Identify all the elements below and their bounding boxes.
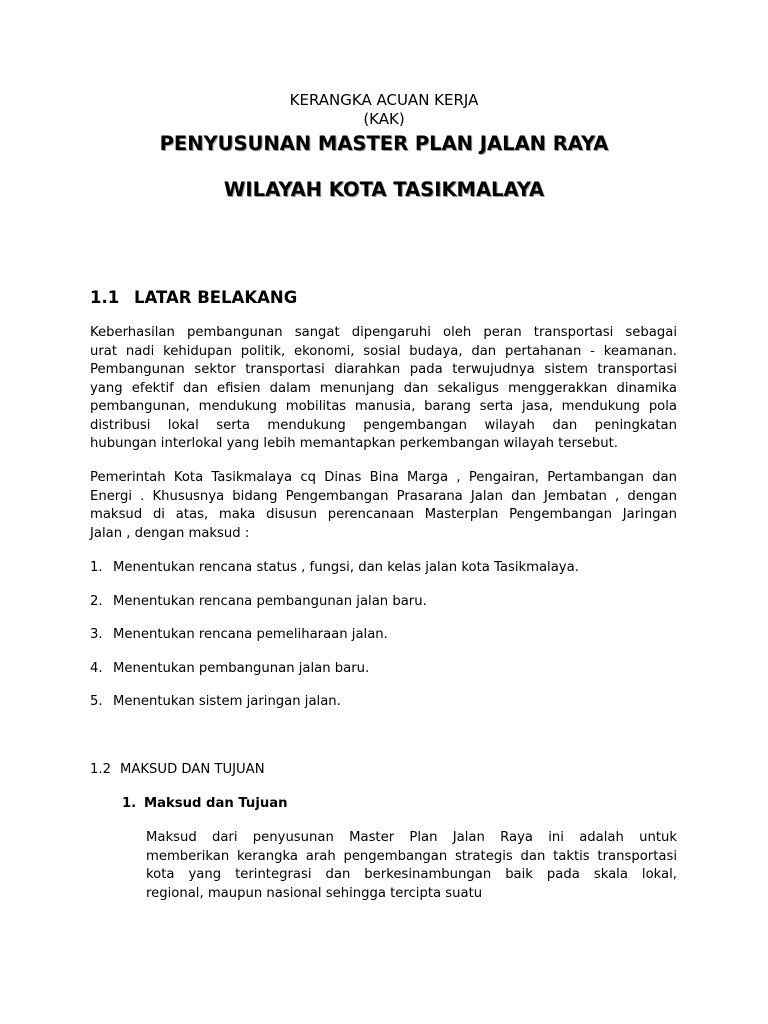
list-item-text: Menentukan rencana pemeliharaan jalan.	[113, 627, 388, 642]
paragraph-line: distribusi lokal serta mendukung pengembangan wilayah dan peningkatan	[90, 417, 677, 433]
paragraph-line: kota yang terintegrasi dan berkesinambungan baik pada skala lokal,	[146, 867, 677, 882]
list-item-text: Menentukan rencana status , fungsi, dan kelas jalan kota Tasikmalaya.	[113, 560, 579, 575]
paragraph-line: Maksud dari penyusunan Master Plan Jalan Raya ini adalah untuk	[146, 830, 677, 845]
doc-header-line2: (KAK)	[363, 110, 405, 128]
list-item-number: 2.	[90, 594, 103, 609]
paragraph-line: Energi . Khususnya bidang Pengembangan Prasarana Jalan dan Jembatan , dengan	[90, 488, 677, 504]
paragraph-line: pembangunan, mendukung mobilitas manusia, barang serta jasa, mendukung pola	[90, 399, 677, 414]
subsection-heading	[122, 795, 288, 813]
list-item-number: 4.	[90, 661, 103, 676]
doc-header-line1: KERANGKA ACUAN KERJA	[289, 91, 479, 109]
list-item	[90, 660, 369, 678]
list-item-text: Menentukan sistem jaringan jalan.	[113, 694, 341, 709]
subsection-title: Maksud dan Tujuan	[144, 796, 288, 811]
paragraph-maksud-tujuan	[146, 829, 677, 903]
section-heading-1-1	[90, 288, 297, 308]
paragraph-line: maksud di atas, maka disusun perencanaan Masterplan Pengembangan Jaringan	[90, 507, 677, 522]
list-item	[90, 559, 579, 577]
list-item-number: 3.	[90, 627, 103, 642]
paragraph-line: yang efektif dan efisien dalam menunjang dan sekaligus menggerakkan dinamika	[90, 380, 677, 396]
paragraph-line: regional, maupun nasional sehingga tercipta suatu	[146, 885, 483, 901]
paragraph-line: hubungan interlokal yang lebih memantapkan perkembangan wilayah tersebut.	[90, 436, 618, 451]
section-number: 1.1	[90, 288, 120, 307]
list-item-number: 5.	[90, 694, 103, 709]
paragraph-line: Keberhasilan pembangunan sangat dipengaruhi oleh peran transportasi sebagai	[90, 325, 677, 340]
list-item	[90, 693, 341, 711]
paragraph-line: urat nadi kehidupan politik, ekonomi, sosial budaya, dan pertahanan - keamanan.	[90, 343, 677, 359]
section-title: MAKSUD DAN TUJUAN	[120, 762, 265, 777]
doc-title-line2: WILAYAH KOTA TASIKMALAYA	[223, 178, 545, 201]
paragraph-line: Pemerintah Kota Tasikmalaya cq Dinas Bina Marga , Pengairan, Pertambangan dan	[90, 470, 677, 485]
doc-title-line1: PENYUSUNAN MASTER PLAN JALAN RAYA	[159, 132, 609, 155]
section-title: LATAR BELAKANG	[134, 288, 298, 307]
paragraph-line: Pembangunan sektor transportasi diarahkan pada terwujudnya sistem transportasi	[90, 362, 677, 377]
list-item	[90, 626, 388, 644]
subsection-number: 1.	[122, 796, 137, 811]
paragraph-latar-belakang-2	[90, 469, 677, 543]
paragraph-line: memberikan kerangka arah pengembangan strategis dan taktis transportasi	[146, 848, 677, 864]
list-item-number: 1.	[90, 560, 103, 575]
list-item-text: Menentukan pembangunan jalan baru.	[113, 661, 370, 676]
paragraph-latar-belakang-1	[90, 324, 677, 454]
section-heading-1-2	[90, 761, 265, 779]
paragraph-line: Jalan , dengan maksud :	[90, 525, 250, 541]
list-item	[90, 593, 427, 611]
list-item-text: Menentukan rencana pembangunan jalan baru.	[113, 594, 427, 609]
section-number: 1.2	[90, 762, 111, 777]
